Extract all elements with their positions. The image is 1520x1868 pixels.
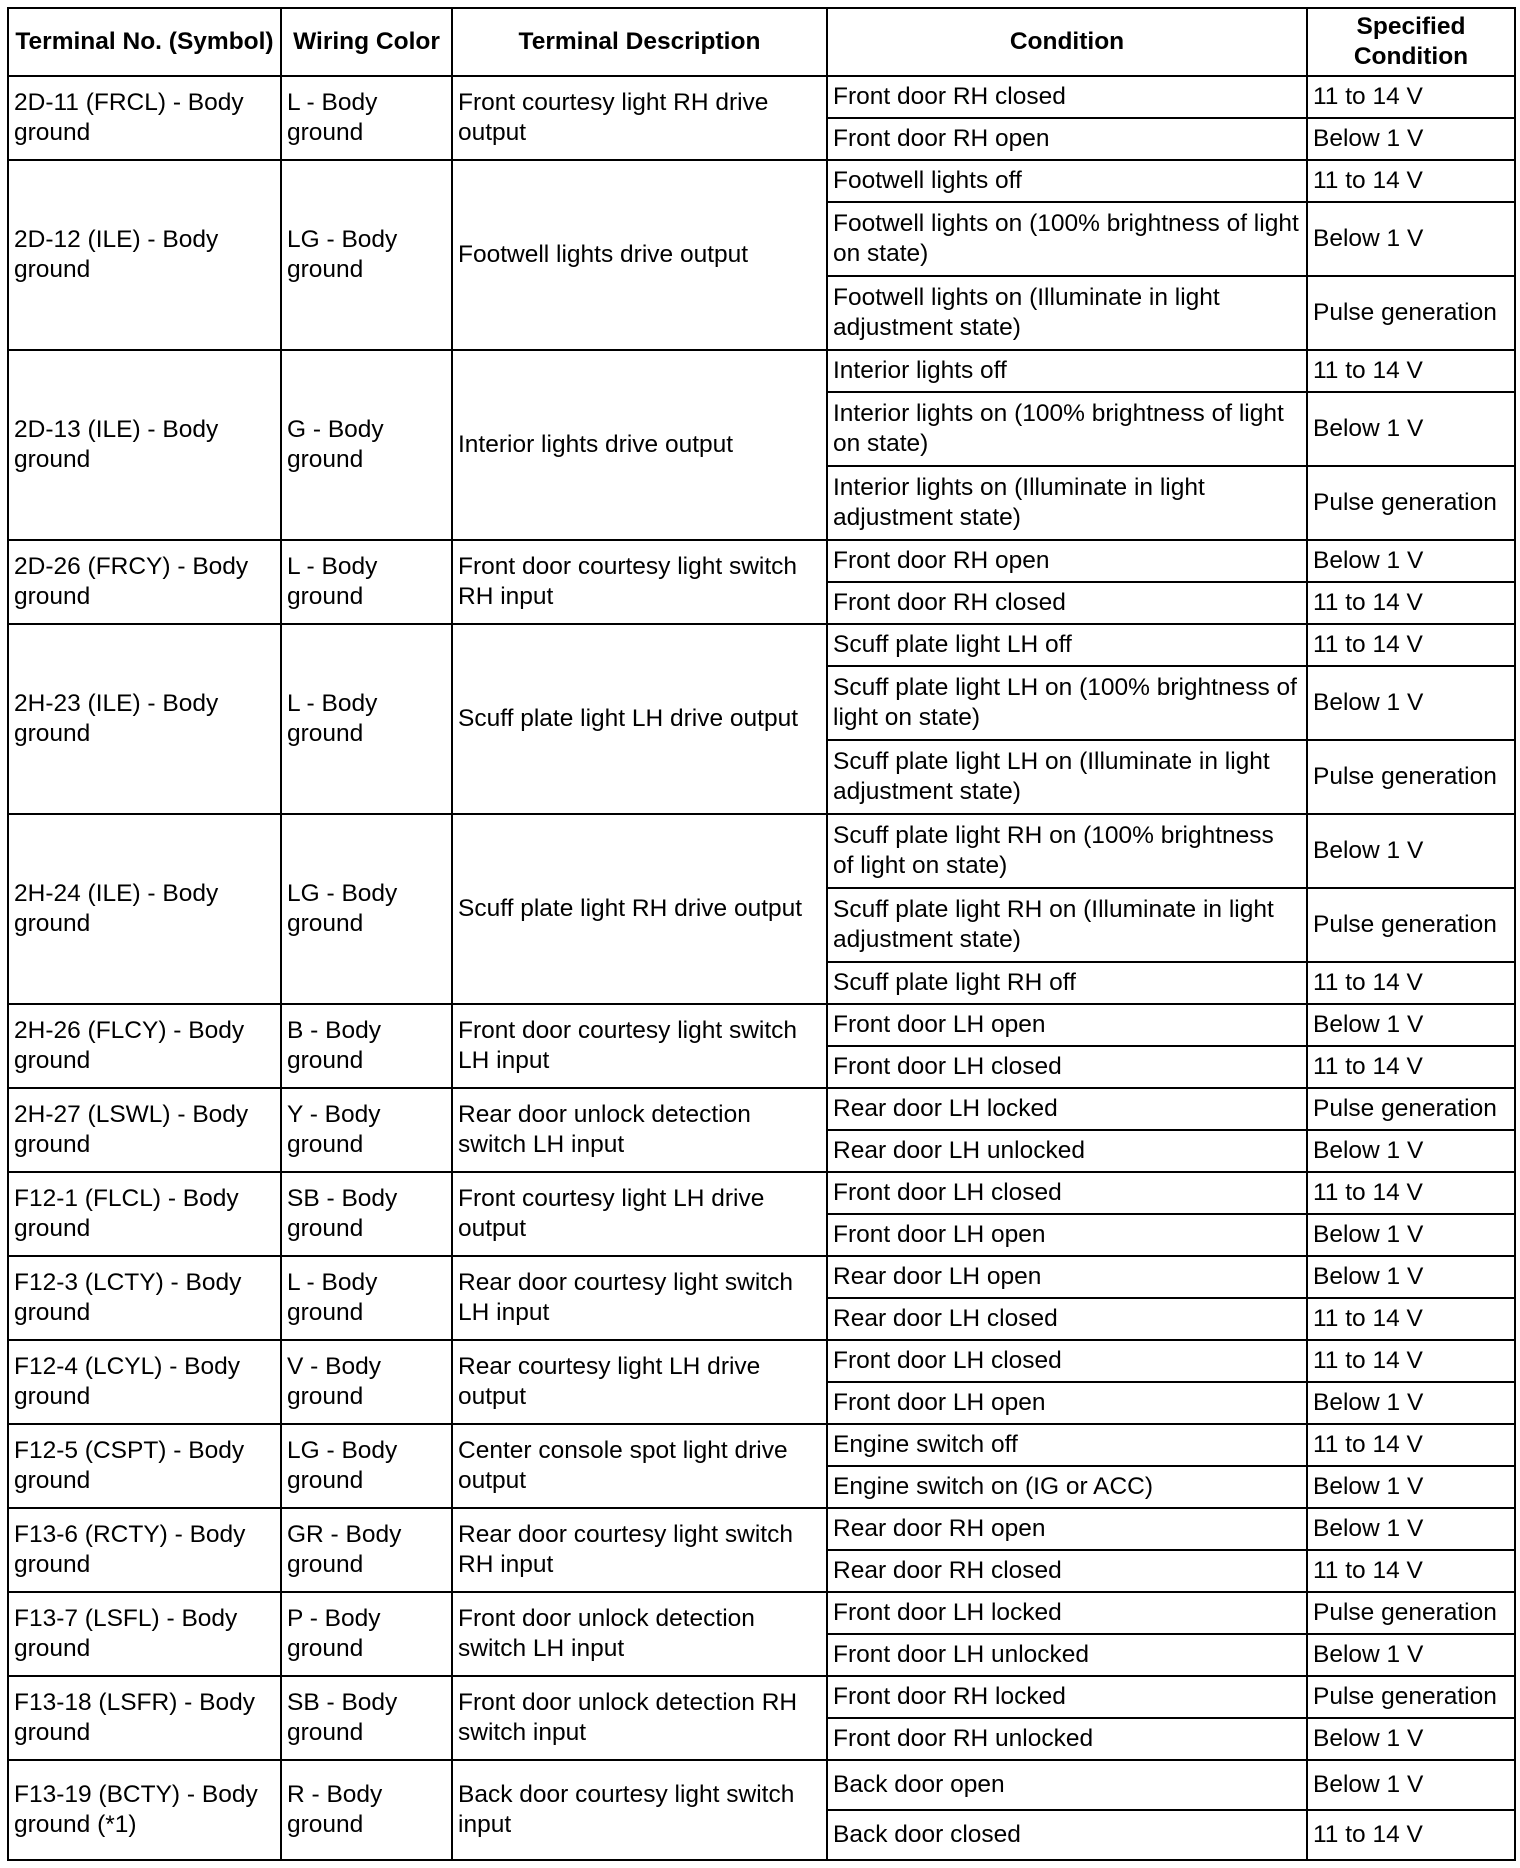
wiring-color-cell: GR - Body ground [281, 1508, 452, 1592]
condition-cell: Front door RH unlocked [827, 1718, 1307, 1760]
terminal-description-cell: Scuff plate light RH drive output [452, 814, 827, 1004]
specified-condition-cell: 11 to 14 V [1307, 1810, 1515, 1860]
wiring-color-cell: LG - Body ground [281, 160, 452, 350]
table-row [8, 1760, 1515, 1810]
wiring-color-cell: SB - Body ground [281, 1172, 452, 1256]
header-terminal: Terminal No. (Symbol) [8, 8, 281, 76]
terminal-description-cell: Front courtesy light LH drive output [452, 1172, 827, 1256]
terminal-cell: F13-19 (BCTY) - Body ground (*1) [8, 1760, 281, 1860]
specified-condition-cell: Below 1 V [1307, 540, 1515, 582]
terminal-description-cell: Scuff plate light LH drive output [452, 624, 827, 814]
specified-condition-cell: Below 1 V [1307, 118, 1515, 160]
condition-cell: Front door LH closed [827, 1172, 1307, 1214]
condition-cell: Front door RH closed [827, 76, 1307, 118]
specified-condition-cell: Below 1 V [1307, 1256, 1515, 1298]
condition-cell: Rear door LH open [827, 1256, 1307, 1298]
specified-condition-cell: 11 to 14 V [1307, 624, 1515, 666]
table-row [8, 160, 1515, 202]
terminal-description-cell: Back door courtesy light switch input [452, 1760, 827, 1860]
specified-condition-cell: Pulse generation [1307, 466, 1515, 540]
table-row [8, 1172, 1515, 1214]
terminal-description-cell: Footwell lights drive output [452, 160, 827, 350]
header-row [8, 8, 1515, 76]
condition-cell: Scuff plate light RH on (Illuminate in light adjustment state) [827, 888, 1307, 962]
wiring-color-cell: SB - Body ground [281, 1676, 452, 1760]
table-row [8, 76, 1515, 118]
specified-condition-cell: 11 to 14 V [1307, 582, 1515, 624]
terminal-description-cell: Front door courtesy light switch RH input [452, 540, 827, 624]
specified-condition-cell: Below 1 V [1307, 666, 1515, 740]
terminal-description-cell: Front courtesy light RH drive output [452, 76, 827, 160]
specified-condition-cell: Pulse generation [1307, 888, 1515, 962]
table-row [8, 1004, 1515, 1046]
specified-condition-cell: 11 to 14 V [1307, 160, 1515, 202]
terminal-description-cell: Center console spot light drive output [452, 1424, 827, 1508]
condition-cell: Interior lights on (100% brightness of light on state) [827, 392, 1307, 466]
table-row [8, 1592, 1515, 1634]
wiring-color-cell: L - Body ground [281, 76, 452, 160]
specified-condition-cell: Pulse generation [1307, 276, 1515, 350]
terminal-cell: 2H-26 (FLCY) - Body ground [8, 1004, 281, 1088]
table-row [8, 1256, 1515, 1298]
specified-condition-cell: Below 1 V [1307, 392, 1515, 466]
terminal-description-cell: Front door courtesy light switch LH input [452, 1004, 827, 1088]
condition-cell: Scuff plate light RH off [827, 962, 1307, 1004]
condition-cell: Front door RH closed [827, 582, 1307, 624]
condition-cell: Back door open [827, 1760, 1307, 1810]
terminal-cell: F13-6 (RCTY) - Body ground [8, 1508, 281, 1592]
header-condition: Condition [827, 8, 1307, 76]
specified-condition-cell: Pulse generation [1307, 1088, 1515, 1130]
table-row [8, 1088, 1515, 1130]
condition-cell: Scuff plate light LH off [827, 624, 1307, 666]
specified-condition-cell: Below 1 V [1307, 1130, 1515, 1172]
condition-cell: Engine switch on (IG or ACC) [827, 1466, 1307, 1508]
condition-cell: Footwell lights on (Illuminate in light adjustment state) [827, 276, 1307, 350]
specified-condition-cell: Below 1 V [1307, 1508, 1515, 1550]
specified-condition-cell: 11 to 14 V [1307, 76, 1515, 118]
header-specified-condition: Specified Condition [1307, 8, 1515, 76]
condition-cell: Front door LH closed [827, 1046, 1307, 1088]
wiring-color-cell: R - Body ground [281, 1760, 452, 1860]
specified-condition-cell: Below 1 V [1307, 1382, 1515, 1424]
condition-cell: Front door RH open [827, 540, 1307, 582]
wiring-color-cell: Y - Body ground [281, 1088, 452, 1172]
terminal-cell: F12-4 (LCYL) - Body ground [8, 1340, 281, 1424]
table-row [8, 814, 1515, 888]
wiring-color-cell: V - Body ground [281, 1340, 452, 1424]
condition-cell: Scuff plate light LH on (100% brightness of light on state) [827, 666, 1307, 740]
condition-cell: Front door LH locked [827, 1592, 1307, 1634]
terminal-table-container [7, 7, 1514, 1861]
specified-condition-cell: 11 to 14 V [1307, 1550, 1515, 1592]
table-row [8, 1340, 1515, 1382]
terminal-cell: F12-1 (FLCL) - Body ground [8, 1172, 281, 1256]
terminal-cell: 2H-27 (LSWL) - Body ground [8, 1088, 281, 1172]
table-row [8, 1508, 1515, 1550]
terminal-cell: F12-5 (CSPT) - Body ground [8, 1424, 281, 1508]
condition-cell: Engine switch off [827, 1424, 1307, 1466]
condition-cell: Rear door LH unlocked [827, 1130, 1307, 1172]
table-row [8, 1424, 1515, 1466]
specified-condition-cell: Below 1 V [1307, 1004, 1515, 1046]
specified-condition-cell: Below 1 V [1307, 1760, 1515, 1810]
condition-cell: Front door LH open [827, 1214, 1307, 1256]
specified-condition-cell: 11 to 14 V [1307, 1424, 1515, 1466]
terminal-cell: 2D-26 (FRCY) - Body ground [8, 540, 281, 624]
condition-cell: Scuff plate light LH on (Illuminate in light adjustment state) [827, 740, 1307, 814]
terminal-cell: F13-18 (LSFR) - Body ground [8, 1676, 281, 1760]
specified-condition-cell: Below 1 V [1307, 202, 1515, 276]
specified-condition-cell: Pulse generation [1307, 1676, 1515, 1718]
wiring-color-cell: P - Body ground [281, 1592, 452, 1676]
wiring-color-cell: L - Body ground [281, 540, 452, 624]
wiring-color-cell: B - Body ground [281, 1004, 452, 1088]
specified-condition-cell: Below 1 V [1307, 1466, 1515, 1508]
specified-condition-cell: 11 to 14 V [1307, 1298, 1515, 1340]
condition-cell: Front door LH unlocked [827, 1634, 1307, 1676]
condition-cell: Back door closed [827, 1810, 1307, 1860]
specified-condition-cell: 11 to 14 V [1307, 350, 1515, 392]
table-row [8, 350, 1515, 392]
terminal-description-cell: Rear door courtesy light switch RH input [452, 1508, 827, 1592]
table-body [8, 76, 1515, 1860]
condition-cell: Interior lights on (Illuminate in light adjustment state) [827, 466, 1307, 540]
terminal-description-cell: Front door unlock detection RH switch input [452, 1676, 827, 1760]
wiring-color-cell: G - Body ground [281, 350, 452, 540]
wiring-color-cell: LG - Body ground [281, 814, 452, 1004]
table-row [8, 1676, 1515, 1718]
terminal-description-cell: Interior lights drive output [452, 350, 827, 540]
terminal-cell: 2D-12 (ILE) - Body ground [8, 160, 281, 350]
specified-condition-cell: 11 to 14 V [1307, 962, 1515, 1004]
condition-cell: Interior lights off [827, 350, 1307, 392]
terminal-cell: 2H-23 (ILE) - Body ground [8, 624, 281, 814]
terminal-description-cell: Rear courtesy light LH drive output [452, 1340, 827, 1424]
specified-condition-cell: 11 to 14 V [1307, 1340, 1515, 1382]
terminal-description-cell: Front door unlock detection switch LH input [452, 1592, 827, 1676]
condition-cell: Front door LH closed [827, 1340, 1307, 1382]
specified-condition-cell: Below 1 V [1307, 1718, 1515, 1760]
terminal-cell: 2D-13 (ILE) - Body ground [8, 350, 281, 540]
specified-condition-cell: Below 1 V [1307, 1634, 1515, 1676]
wiring-color-cell: L - Body ground [281, 624, 452, 814]
condition-cell: Footwell lights off [827, 160, 1307, 202]
specified-condition-cell: 11 to 14 V [1307, 1172, 1515, 1214]
specified-condition-cell: 11 to 14 V [1307, 1046, 1515, 1088]
terminal-spec-table [7, 7, 1516, 1861]
header-terminal-description: Terminal Description [452, 8, 827, 76]
terminal-cell: 2H-24 (ILE) - Body ground [8, 814, 281, 1004]
terminal-cell: F13-7 (LSFL) - Body ground [8, 1592, 281, 1676]
wiring-color-cell: L - Body ground [281, 1256, 452, 1340]
header-wiring-color: Wiring Color [281, 8, 452, 76]
wiring-color-cell: LG - Body ground [281, 1424, 452, 1508]
condition-cell: Front door LH open [827, 1382, 1307, 1424]
specified-condition-cell: Pulse generation [1307, 740, 1515, 814]
condition-cell: Front door RH open [827, 118, 1307, 160]
specified-condition-cell: Below 1 V [1307, 1214, 1515, 1256]
condition-cell: Rear door RH open [827, 1508, 1307, 1550]
condition-cell: Scuff plate light RH on (100% brightness of light on state) [827, 814, 1307, 888]
condition-cell: Front door LH open [827, 1004, 1307, 1046]
condition-cell: Rear door RH closed [827, 1550, 1307, 1592]
terminal-cell: 2D-11 (FRCL) - Body ground [8, 76, 281, 160]
condition-cell: Rear door LH locked [827, 1088, 1307, 1130]
specified-condition-cell: Below 1 V [1307, 814, 1515, 888]
specified-condition-cell: Pulse generation [1307, 1592, 1515, 1634]
terminal-cell: F12-3 (LCTY) - Body ground [8, 1256, 281, 1340]
table-row [8, 540, 1515, 582]
condition-cell: Front door RH locked [827, 1676, 1307, 1718]
terminal-description-cell: Rear door courtesy light switch LH input [452, 1256, 827, 1340]
condition-cell: Rear door LH closed [827, 1298, 1307, 1340]
table-row [8, 624, 1515, 666]
condition-cell: Footwell lights on (100% brightness of light on state) [827, 202, 1307, 276]
terminal-description-cell: Rear door unlock detection switch LH input [452, 1088, 827, 1172]
